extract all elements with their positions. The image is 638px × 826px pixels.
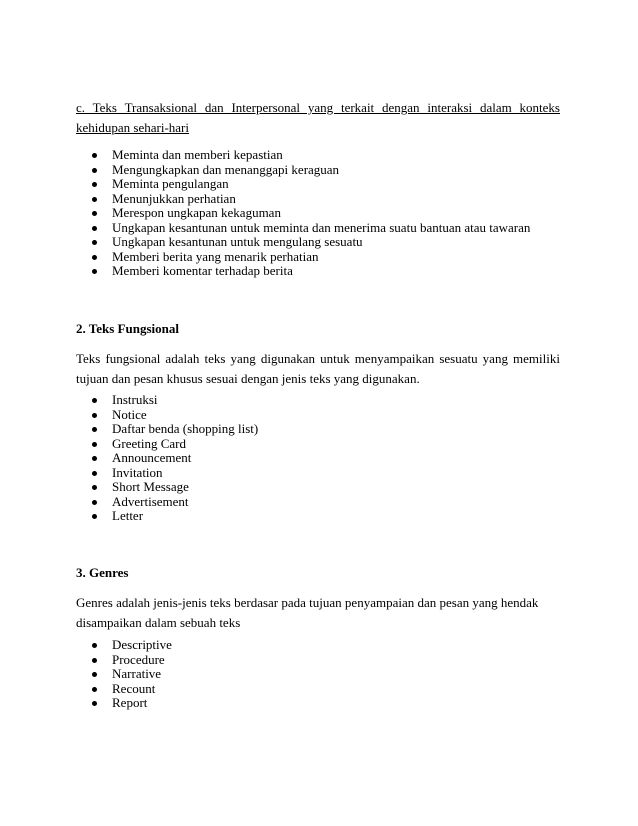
list-item: [90, 451, 560, 466]
section-2-heading: 2. Teks Fungsional: [76, 321, 179, 336]
list-item-text: Greeting Card: [112, 435, 187, 451]
bullet-icon: [92, 269, 97, 274]
list-item-text: Meminta dan memberi kepastian: [112, 147, 283, 162]
list-item: [90, 408, 560, 423]
list-item-text: Memberi berita yang menarik perhatian: [112, 248, 319, 264]
section-3-heading: 3. Genres: [76, 565, 129, 580]
bullet-icon: [92, 456, 97, 461]
list-item: [90, 250, 560, 265]
bullet-icon: [92, 442, 97, 447]
bullet-icon: [92, 500, 97, 505]
bullet-icon: [92, 226, 97, 231]
bullet-icon: [92, 168, 97, 173]
list-item: [90, 509, 560, 524]
bullet-icon: [92, 672, 97, 677]
list-item: [90, 495, 560, 510]
bullet-icon: [92, 687, 97, 692]
list-item-text: Narrative: [112, 666, 162, 681]
list-item-text: Report: [112, 695, 148, 710]
bullet-icon: [92, 471, 97, 476]
list-item-text: Notice: [112, 406, 147, 422]
bullet-icon: [92, 701, 97, 706]
list-item: [90, 177, 560, 192]
list-item-text: Memberi komentar terhadap berita: [112, 263, 293, 278]
section-3-heading-block: [76, 563, 560, 583]
list-item-text: Procedure: [112, 651, 165, 667]
list-item-text: Meminta pengulangan: [112, 176, 229, 191]
list-item: [90, 466, 560, 481]
list-item-text: Announcement: [112, 450, 192, 465]
list-item: [90, 638, 560, 653]
section-3-description-block: [76, 593, 560, 633]
section-2-description: Teks fungsional adalah teks yang digunakan untuk menyampaikan sesuatu yang memiliki tujuan dan pesan khusus sesuai dengan jenis teks yang digunakan.: [76, 351, 560, 386]
bullet-icon: [92, 398, 97, 403]
list-item-text: Invitation: [112, 464, 163, 480]
section-2-heading-block: [76, 319, 560, 339]
bullet-icon: [92, 643, 97, 648]
section-c-heading: c. Teks Transaksional dan Interpersonal yang terkait dengan interaksi dalam konteks kehidupan sehari-hari: [76, 100, 560, 135]
bullet-icon: [92, 427, 97, 432]
list-item: [90, 437, 560, 452]
bullet-icon: [92, 255, 97, 260]
section-2-description-block: [76, 349, 560, 389]
list-item-text: Descriptive: [112, 637, 172, 652]
bullet-icon: [92, 514, 97, 519]
bullet-icon: [92, 153, 97, 158]
list-item: [90, 235, 560, 250]
section-3-list: [90, 638, 560, 711]
section-c-list: [90, 148, 560, 279]
bullet-icon: [92, 211, 97, 216]
list-item: [90, 393, 560, 408]
list-item: [90, 206, 560, 221]
list-item-text: Recount: [112, 680, 156, 696]
list-item-text: Ungkapan kesantunan untuk mengulang sesuatu: [112, 234, 363, 249]
list-item: [90, 653, 560, 668]
list-item: [90, 422, 560, 437]
list-item-text: Short Message: [112, 479, 189, 494]
bullet-icon: [92, 658, 97, 663]
bullet-icon: [92, 485, 97, 490]
bullet-icon: [92, 182, 97, 187]
list-item-text: Instruksi: [112, 392, 158, 407]
list-item-text: Mengungkapkan dan menanggapi keraguan: [112, 161, 340, 177]
list-item: [90, 682, 560, 697]
list-item: [90, 163, 560, 178]
list-item: [90, 264, 560, 279]
list-item-text: Menunjukkan perhatian: [112, 190, 236, 206]
bullet-icon: [92, 240, 97, 245]
bullet-icon: [92, 413, 97, 418]
list-item: [90, 221, 560, 236]
section-2-list: [90, 393, 560, 524]
list-item-text: Daftar benda (shopping list): [112, 421, 259, 436]
list-item-text: Advertisement: [112, 493, 189, 509]
section-3-description: Genres adalah jenis-jenis teks berdasar pada tujuan penyampaian dan pesan yang hendak disampaikan dalam sebuah teks: [76, 595, 539, 630]
list-item-text: Ungkapan kesantunan untuk meminta dan menerima suatu bantuan atau tawaran: [112, 219, 531, 235]
list-item-text: Letter: [112, 508, 144, 523]
list-item-text: Merespon ungkapan kekaguman: [112, 205, 281, 220]
list-item: [90, 667, 560, 682]
bullet-icon: [92, 197, 97, 202]
list-item: [90, 696, 560, 711]
list-item: [90, 192, 560, 207]
list-item: [90, 148, 560, 163]
section-c-heading-block: [76, 98, 560, 138]
list-item: [90, 480, 560, 495]
